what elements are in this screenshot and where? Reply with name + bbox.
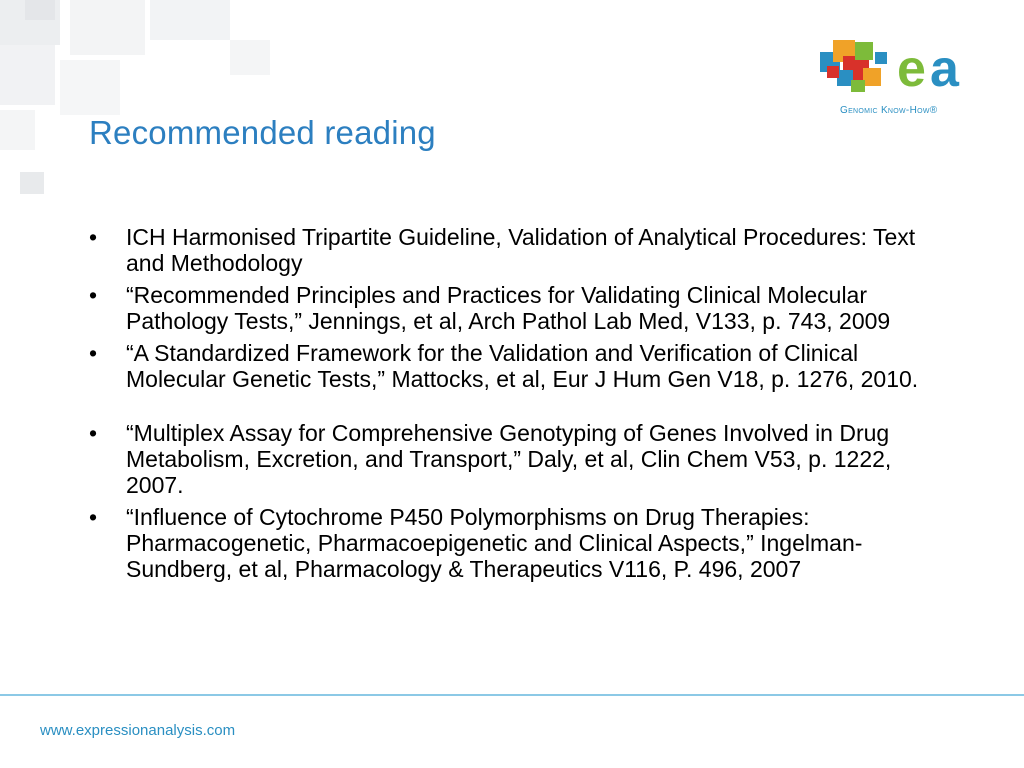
logo-wordmark: a (930, 40, 959, 98)
bullet: • (89, 340, 98, 366)
logo-tagline: Genomic Know-How® (840, 105, 938, 116)
list-item (89, 224, 949, 276)
slide-title: Recommended reading (89, 114, 436, 151)
logo-wordmark: e (897, 40, 926, 98)
reference-text: “Recommended Principles and Practices for Validating Clinical Molecular Pathology Tests,” Jennings, et al, Arch Pathol Lab Med, V133, p. 743, 2009 (126, 282, 891, 334)
footer-divider (0, 694, 1024, 696)
footer-website-link[interactable] (40, 722, 235, 739)
background-decoration (0, 45, 55, 105)
list-item (89, 504, 949, 582)
footer-url-main: expressionanalysis (75, 722, 203, 739)
background-decoration (25, 0, 55, 20)
reference-text: “Influence of Cytochrome P450 Polymorphisms on Drug Therapies: Pharmacogenetic, Pharmacoepigenetic and Clinical Aspects,” Ingelman-Sundberg, et al, Pharmacology & Therapeutics V116, P. 496, 2007 (126, 504, 863, 582)
bullet: • (89, 282, 98, 308)
reference-list (89, 224, 949, 588)
footer-url-suffix: .com (202, 722, 236, 739)
reference-text: “A Standardized Framework for the Validation and Verification of Clinical Molecular Genetic Tests,” Mattocks, et al, Eur J Hum Gen V18, p. 1276, 2010. (126, 340, 919, 392)
bullet: • (89, 504, 98, 530)
background-decoration (70, 0, 145, 55)
reference-text: “Multiplex Assay for Comprehensive Genotyping of Genes Involved in Drug Metabolism, Excretion, and Transport,” Daly, et al, Clin Chem V53, p. 1222, 2007. (126, 420, 892, 498)
list-item (89, 340, 949, 392)
bullet: • (89, 224, 98, 250)
footer-url-prefix: www. (40, 722, 76, 739)
background-decoration (230, 40, 270, 75)
background-decoration (0, 110, 35, 150)
background-decoration (150, 0, 230, 40)
list-item (89, 420, 949, 498)
background-decoration (20, 172, 44, 194)
reference-text: ICH Harmonised Tripartite Guideline, Validation of Analytical Procedures: Text and Methodology (126, 224, 916, 276)
background-decoration (60, 60, 120, 115)
list-item (89, 282, 949, 334)
logo-mark-icon (815, 30, 985, 105)
bullet: • (89, 420, 98, 446)
